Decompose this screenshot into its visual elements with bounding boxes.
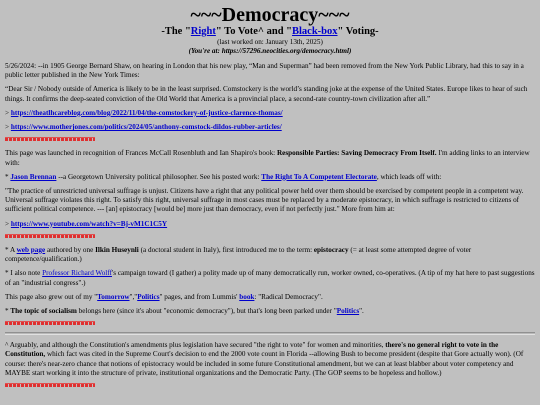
note-text: " pages, and from Lummis' — [159, 292, 240, 301]
last-updated: (last worked on: January 13th, 2025) — [217, 38, 323, 46]
horizontal-rule — [5, 332, 535, 335]
tomorrow-link[interactable]: Tomorrow — [97, 292, 130, 301]
arrow: > — [5, 108, 10, 117]
book-link[interactable]: book — [239, 292, 255, 301]
page-title: ~~~Democracy~~~ — [190, 4, 350, 26]
jason-brennan-link[interactable]: Jason Brennan — [10, 172, 57, 181]
brennan-item — [5, 173, 535, 182]
arrow: > — [5, 219, 10, 228]
note-socialism — [5, 307, 535, 316]
socialism-topic: The topic of socialism — [10, 306, 77, 315]
richard-wolff-link[interactable]: Professor Richard Wolff — [42, 269, 112, 278]
shaw-intro: 5/26/2024: --in 1905 George Bernard Shaw, on hearing in London that his new play, “Man and Superman” had been removed from the New York Public Library, had this to say in a public letter published in the New York Times: — [5, 62, 524, 80]
divider — [5, 321, 95, 325]
note-text: I also note — [10, 269, 43, 278]
page-url: (You're at: https://57296.neocities.org/democracy.html) — [188, 47, 352, 55]
author-name: Ilkin Huseynli — [95, 245, 139, 254]
note-text: (= at least some attempted degree of voter competence/qualification.) — [5, 245, 472, 264]
note-text: ". — [359, 306, 364, 315]
politics-link[interactable]: Politics — [137, 292, 160, 301]
book-text: I'm adding links to an interview with: — [5, 149, 530, 167]
term: epistocracy — [313, 245, 349, 254]
youtube-link[interactable]: https://www.youtube.com/watch?v=Bj-vM1C1C5Y — [10, 219, 168, 228]
header — [5, 4, 535, 56]
subtitle-text: " Voting- — [337, 26, 379, 37]
link-row — [5, 123, 535, 132]
footnote-bold: there's no general right to vote in the Constitution, — [5, 341, 499, 359]
motherjones-link[interactable]: https://www.motherjones.com/politics/2024/05/anthony-comstock-dildos-rubber-articles/ — [10, 123, 282, 132]
footnote-text: which fact was cited in the Supreme Court's decision to end the 2000 vote count in Florida --allowing Bush to become president (despite that Gore actually won). (Of course: there's near-zero chance that notions of epistocracy would be included in some future Constitutional amendment, but we can at least blabber about voter competency and MAYBE start working it into the structure of private, institutional organizations and the Democratic Party. (The GOP seems to be hopeless and hollow.) — [5, 350, 524, 377]
note-wolff — [5, 269, 535, 287]
book-intro — [5, 149, 535, 167]
healthcare-blog-link[interactable]: https://theatlhcareblog.com/blog/2022/11/04/the-comstockery-of-justice-clarence-thomas/ — [10, 108, 283, 117]
link-row — [5, 220, 535, 229]
subtitle-text: " To Vote^ and " — [215, 26, 293, 37]
web-page-link[interactable]: web page — [16, 245, 46, 254]
bullet: * — [5, 172, 9, 181]
brennan-tail: , which leads off with: — [376, 172, 442, 181]
politics-link-2[interactable]: Politics — [336, 306, 360, 315]
note-text: 's campaign toward (I gather) a polity made up of many democratically run, worker owned, co-operatives. (A tip of my hat here to past suggestions of an "industrial congress".) — [5, 269, 535, 287]
bullet: * — [5, 245, 9, 254]
divider — [5, 234, 95, 238]
arrow: > — [5, 123, 10, 132]
black-box-link[interactable]: Black-box — [292, 26, 338, 37]
page-subtitle — [5, 26, 535, 38]
note-text: belongs here (since it's about "economic democracy"), but that's long been parked under " — [76, 306, 337, 315]
divider — [5, 383, 95, 387]
bullet: * — [5, 306, 9, 315]
shaw-quote: “Dear Sir / Nobody outside of America is likely to be in the least surprised. Comstockery is the world’s standing joke at the expense of the United States. Europe likes to hear of such things. It confirms the deep-seated conviction of the Old World that America is a provincial place, a second-rate country-town civilization after all.” — [5, 85, 528, 103]
note-huseynli — [5, 246, 535, 264]
footnote-text: ^ Arguably, and although the Constitution's amendments plus legislation have secured "the right to vote" for women and minorities, — [5, 341, 386, 350]
bullet: * — [5, 269, 9, 278]
link-row — [5, 109, 535, 118]
note-text: A — [10, 245, 17, 254]
brennan-desc: --a Georgetown University political philosopher. See his posted work: — [56, 172, 262, 181]
book-text: This page was launched in recognition of Frances McCall Rosenbluth and Ian Shapiro's book: — [5, 149, 277, 158]
note-text: : "Radical Democracy". — [254, 292, 323, 301]
divider — [5, 137, 95, 141]
subtitle-text: -The " — [161, 26, 191, 37]
note-text: (a doctoral student in Italy), first introduced me to the term: — [138, 245, 314, 254]
note-text: authored by one — [45, 245, 96, 254]
right-link[interactable]: Right — [190, 26, 216, 37]
footnote — [5, 341, 535, 378]
note-text: This page also grew out of my " — [5, 292, 98, 301]
book-title: Responsible Parties: Saving Democracy From Itself. — [276, 149, 437, 158]
competent-electorate-link[interactable]: The Right To A Competent Electorate — [261, 172, 377, 181]
note-text: "," — [129, 292, 138, 301]
note-pages — [5, 293, 535, 302]
brennan-quote: "The practice of unrestricted universal suffrage is unjust. Citizens have a right that any political power held over them should be exercised by competent people in a competent way. Universal suffrage violates this right. To satisfy this right, universal suffrage in most cases must be replaced by a moderate epistocracy, in which suffrage is restricted to citizens of sufficient political competence. --- [an] epistocracy [would be] more just than democracy, even if not perfectly just." More from him at: — [5, 186, 524, 214]
